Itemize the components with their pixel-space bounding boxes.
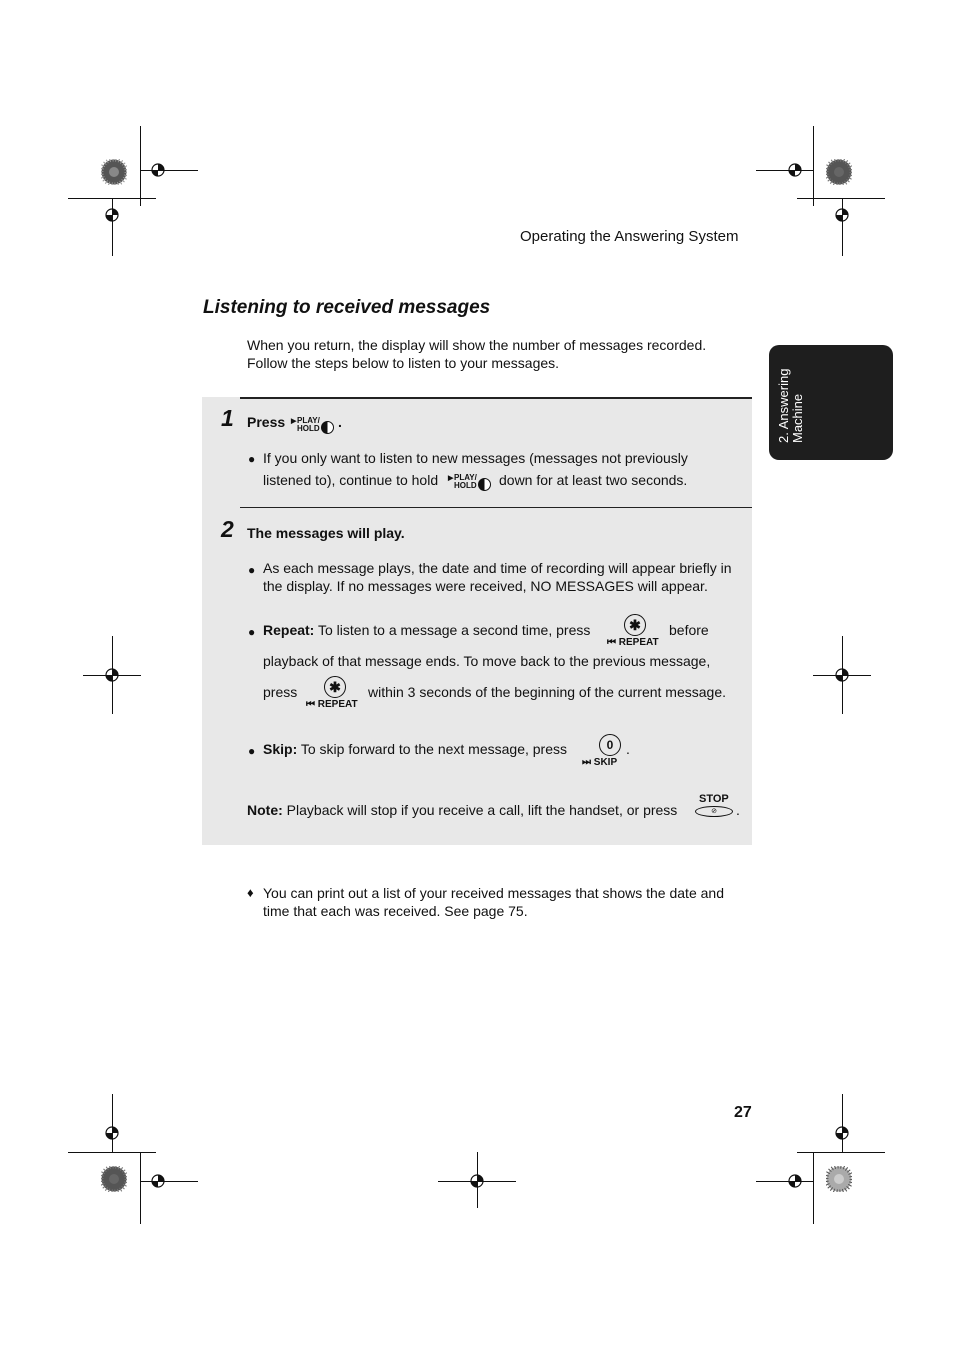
repeat-label: Repeat: xyxy=(263,622,315,638)
registration-target-icon xyxy=(833,1124,851,1142)
chapter-side-tab xyxy=(769,345,893,460)
play-key-label: PLAY/ xyxy=(297,416,320,425)
section-intro: When you return, the display will show the number of messages recorded. Follow the steps below to listen to your messages. xyxy=(247,337,707,371)
step-heading xyxy=(247,414,285,430)
step1-bullet-end: down for at least two seconds. xyxy=(499,472,688,488)
note-label: Note: xyxy=(247,802,283,818)
starburst-disc-icon xyxy=(101,159,127,185)
registration-target-icon xyxy=(103,666,121,684)
skip-end: . xyxy=(626,741,630,757)
stop-key-icon: STOP ⊘ xyxy=(695,793,735,815)
bullet-dot: ● xyxy=(248,452,256,466)
play-hold-key-icon: ▶ PLAY/ HOLD xyxy=(448,474,492,492)
registration-target-icon xyxy=(149,161,167,179)
bullet-dot: ● xyxy=(248,625,256,639)
page-number: 27 xyxy=(734,1104,752,1121)
repeat-line2: playback of that message ends. To move back to the previous message, xyxy=(263,653,711,669)
step-heading-suffix: . xyxy=(338,414,342,430)
registration-target-icon xyxy=(786,161,804,179)
crop-line xyxy=(813,1152,814,1224)
registration-target-icon xyxy=(103,1124,121,1142)
skip-line: Skip: To skip forward to the next message, press xyxy=(263,741,567,757)
crop-line xyxy=(140,1152,141,1224)
registration-target-icon xyxy=(833,206,851,224)
step1-bullet-line2: listened to), continue to hold xyxy=(263,472,439,488)
repeat-line3: within 3 seconds of the beginning of the current message. xyxy=(368,684,726,700)
skip-label: Skip: xyxy=(263,741,298,757)
registration-target-icon xyxy=(786,1172,804,1190)
stop-key-label: STOP xyxy=(699,793,729,805)
bullet-dot: ● xyxy=(248,744,256,758)
registration-target-icon xyxy=(468,1172,486,1190)
repeat-press: press xyxy=(263,684,298,700)
repeat-before: before xyxy=(669,622,709,638)
registration-target-icon xyxy=(149,1172,167,1190)
repeat-key-caption: ⏮ REPEAT xyxy=(607,637,659,648)
crop-line xyxy=(68,1152,156,1153)
crop-line xyxy=(140,126,141,206)
crop-line xyxy=(813,126,814,206)
registration-target-icon xyxy=(103,206,121,224)
star-key-symbol: ✱ xyxy=(324,676,346,698)
step2-bullet-display: As each message plays, the date and time of recording will appear briefly in the display. If no messages were received, NO MESSAGES will appear. xyxy=(263,560,732,594)
bullet-dot: ● xyxy=(248,563,256,577)
step-number: 2 xyxy=(221,516,234,542)
step-heading-prefix: Press xyxy=(247,414,286,430)
play-hold-key-icon: ▶ PLAY/ HOLD xyxy=(291,417,335,435)
hold-key-label: HOLD xyxy=(297,424,320,433)
note-end: . xyxy=(736,802,740,818)
crop-line xyxy=(112,1094,113,1152)
step1-bullet-line1: If you only want to listen to new messages (messages not previously xyxy=(263,450,688,466)
repeat-line1: Repeat: To listen to a message a second time, press xyxy=(263,622,591,638)
section-title: Listening to received messages xyxy=(203,297,491,318)
skip-key-caption: ⏭ SKIP xyxy=(582,757,618,768)
crop-line xyxy=(756,1181,814,1182)
running-header: Operating the Answering System xyxy=(520,228,739,245)
crop-line xyxy=(756,170,814,171)
starburst-disc-icon xyxy=(826,1166,852,1192)
registration-target-icon xyxy=(833,666,851,684)
step-heading: The messages will play. xyxy=(247,525,405,541)
zero-key-symbol: 0 xyxy=(599,734,621,756)
crop-line xyxy=(842,1094,843,1152)
step-divider xyxy=(240,397,752,399)
starburst-disc-icon xyxy=(101,1166,127,1192)
step-number: 1 xyxy=(221,405,234,431)
footer-tip-text: You can print out a list of your received messages that shows the date and time that each was received. See page 75. xyxy=(263,885,724,919)
step-divider xyxy=(240,507,752,508)
note-line: Note: Playback will stop if you receive a call, lift the handset, or press xyxy=(247,802,678,818)
crop-line xyxy=(797,198,885,199)
repeat-key-caption: ⏮ REPEAT xyxy=(306,699,358,710)
chapter-side-tab-label: 2. Answering Machine xyxy=(776,368,805,443)
star-key-symbol: ✱ xyxy=(624,614,646,636)
diamond-bullet-icon: ♦ xyxy=(247,885,254,900)
starburst-disc-icon xyxy=(826,159,852,185)
crop-line xyxy=(797,1152,885,1153)
